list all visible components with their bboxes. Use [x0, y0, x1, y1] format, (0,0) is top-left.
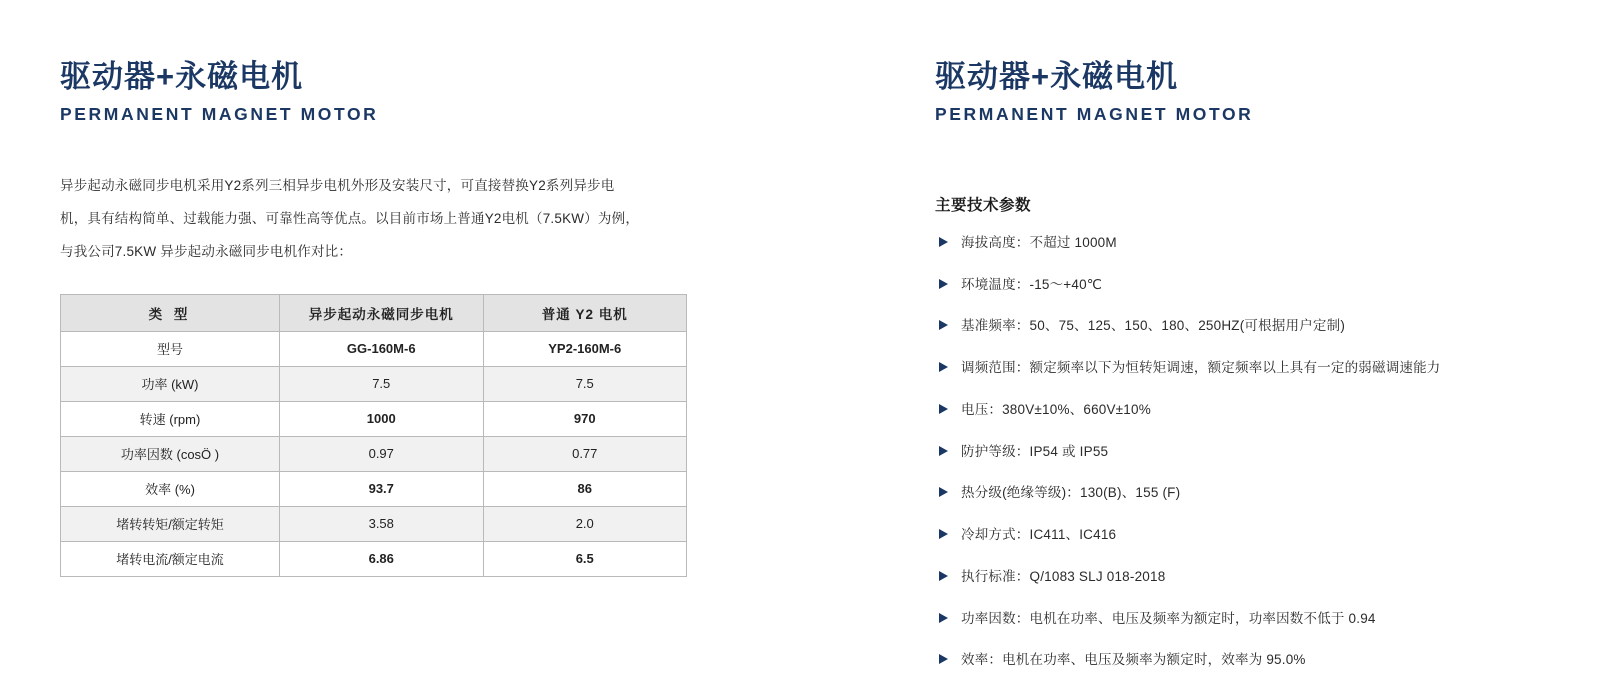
table-cell-y2: 2.0: [483, 506, 687, 541]
table-cell-y2: 0.77: [483, 436, 687, 471]
section-title-specs: 主要技术参数: [935, 196, 1032, 214]
triangle-bullet-icon: [939, 362, 948, 372]
list-item-label: 环境温度：-15～+40℃: [961, 276, 1103, 292]
table-cell-label: 堵转电流/额定电流: [61, 541, 280, 576]
comparison-table: [60, 294, 687, 577]
right-title-en: PERMANENT MAGNET MOTOR: [935, 103, 1254, 124]
table-cell-pm: GG-160M-6: [280, 331, 484, 366]
table-row: [61, 506, 687, 541]
triangle-bullet-icon: [939, 404, 948, 414]
table-header-cell-y2: 普通 Y2 电机: [483, 294, 687, 331]
right-column: [935, 58, 1555, 692]
list-item-label: 基准频率：50、75、125、150、180、250HZ(可根据用户定制): [961, 318, 1346, 334]
left-column: [60, 58, 760, 577]
list-item: [935, 609, 1555, 629]
table-cell-label: 型号: [61, 331, 280, 366]
list-item-label: 防护等级：IP54 或 IP55: [961, 443, 1109, 459]
list-item: [935, 650, 1555, 670]
list-item: [935, 358, 1555, 378]
list-item-label: 电压：380V±10%、660V±10%: [961, 401, 1151, 417]
table-cell-label: 堵转转矩/额定转矩: [61, 506, 280, 541]
triangle-bullet-icon: [939, 487, 948, 497]
right-title-cn: 驱动器+永磁电机: [935, 59, 1179, 94]
table-cell-y2: 970: [483, 401, 687, 436]
triangle-bullet-icon: [939, 446, 948, 456]
table-row: [61, 331, 687, 366]
table-header-row: [61, 294, 687, 331]
list-item-label: 执行标准：Q/1083 SLJ 018-2018: [961, 568, 1166, 584]
table-cell-y2: 6.5: [483, 541, 687, 576]
table-cell-y2: 86: [483, 471, 687, 506]
parameter-list: [935, 233, 1555, 671]
list-item: [935, 400, 1555, 420]
list-item-label: 功率因数：电机在功率、电压及频率为额定时，功率因数不低于 0.94: [961, 610, 1376, 626]
table-header-cell-pm: 异步起动永磁同步电机: [280, 294, 484, 331]
table-cell-pm: 6.86: [280, 541, 484, 576]
list-item: [935, 525, 1555, 545]
table-row: [61, 471, 687, 506]
table-row: [61, 436, 687, 471]
table-cell-pm: 7.5: [280, 366, 484, 401]
list-item-label: 海拔高度：不超过 1000M: [961, 234, 1117, 250]
list-item: [935, 316, 1555, 336]
list-item-label: 调频范围：额定频率以下为恒转矩调速，额定频率以上具有一定的弱磁调速能力: [961, 360, 1441, 375]
triangle-bullet-icon: [939, 320, 948, 330]
list-item-label: 冷却方式：IC411、IC416: [961, 527, 1117, 542]
list-item: [935, 483, 1555, 503]
triangle-bullet-icon: [939, 237, 948, 247]
table-cell-pm: 0.97: [280, 436, 484, 471]
table-cell-label: 功率因数 (cosÖ ): [61, 436, 280, 471]
table-cell-y2: YP2-160M-6: [483, 331, 687, 366]
triangle-bullet-icon: [939, 654, 948, 664]
table-cell-pm: 1000: [280, 401, 484, 436]
table-row: [61, 541, 687, 576]
list-item: [935, 233, 1555, 253]
table-row: [61, 401, 687, 436]
triangle-bullet-icon: [939, 529, 948, 539]
triangle-bullet-icon: [939, 613, 948, 623]
left-title-en: PERMANENT MAGNET MOTOR: [60, 103, 379, 124]
list-item: [935, 275, 1555, 295]
triangle-bullet-icon: [939, 279, 948, 289]
table-cell-y2: 7.5: [483, 366, 687, 401]
left-title-cn: 驱动器+永磁电机: [60, 59, 304, 94]
table-header-cell-type: 类 型: [61, 294, 280, 331]
table-cell-label: 功率 (kW): [61, 366, 280, 401]
triangle-bullet-icon: [939, 571, 948, 581]
list-item-label: 效率：电机在功率、电压及频率为额定时，效率为 95.0%: [961, 652, 1306, 668]
intro-paragraph: 异步起动永磁同步电机采用Y2系列三相异步电机外形及安装尺寸，可直接替换Y2系列异步电机，具有结构简单、过载能力强、可靠性高等优点。以目前市场上普通Y2电机（7.5KW）为例，与我公司7.5KW 异步起动永磁同步电机作对比：: [60, 177, 640, 259]
list-item-label: 热分级(绝缘等级)：130(B)、155 (F): [961, 485, 1181, 501]
list-item: [935, 567, 1555, 587]
table-cell-pm: 93.7: [280, 471, 484, 506]
table-cell-label: 转速 (rpm): [61, 401, 280, 436]
table-cell-pm: 3.58: [280, 506, 484, 541]
table-cell-label: 效率 (%): [61, 471, 280, 506]
list-item: [935, 442, 1555, 462]
table-row: [61, 366, 687, 401]
